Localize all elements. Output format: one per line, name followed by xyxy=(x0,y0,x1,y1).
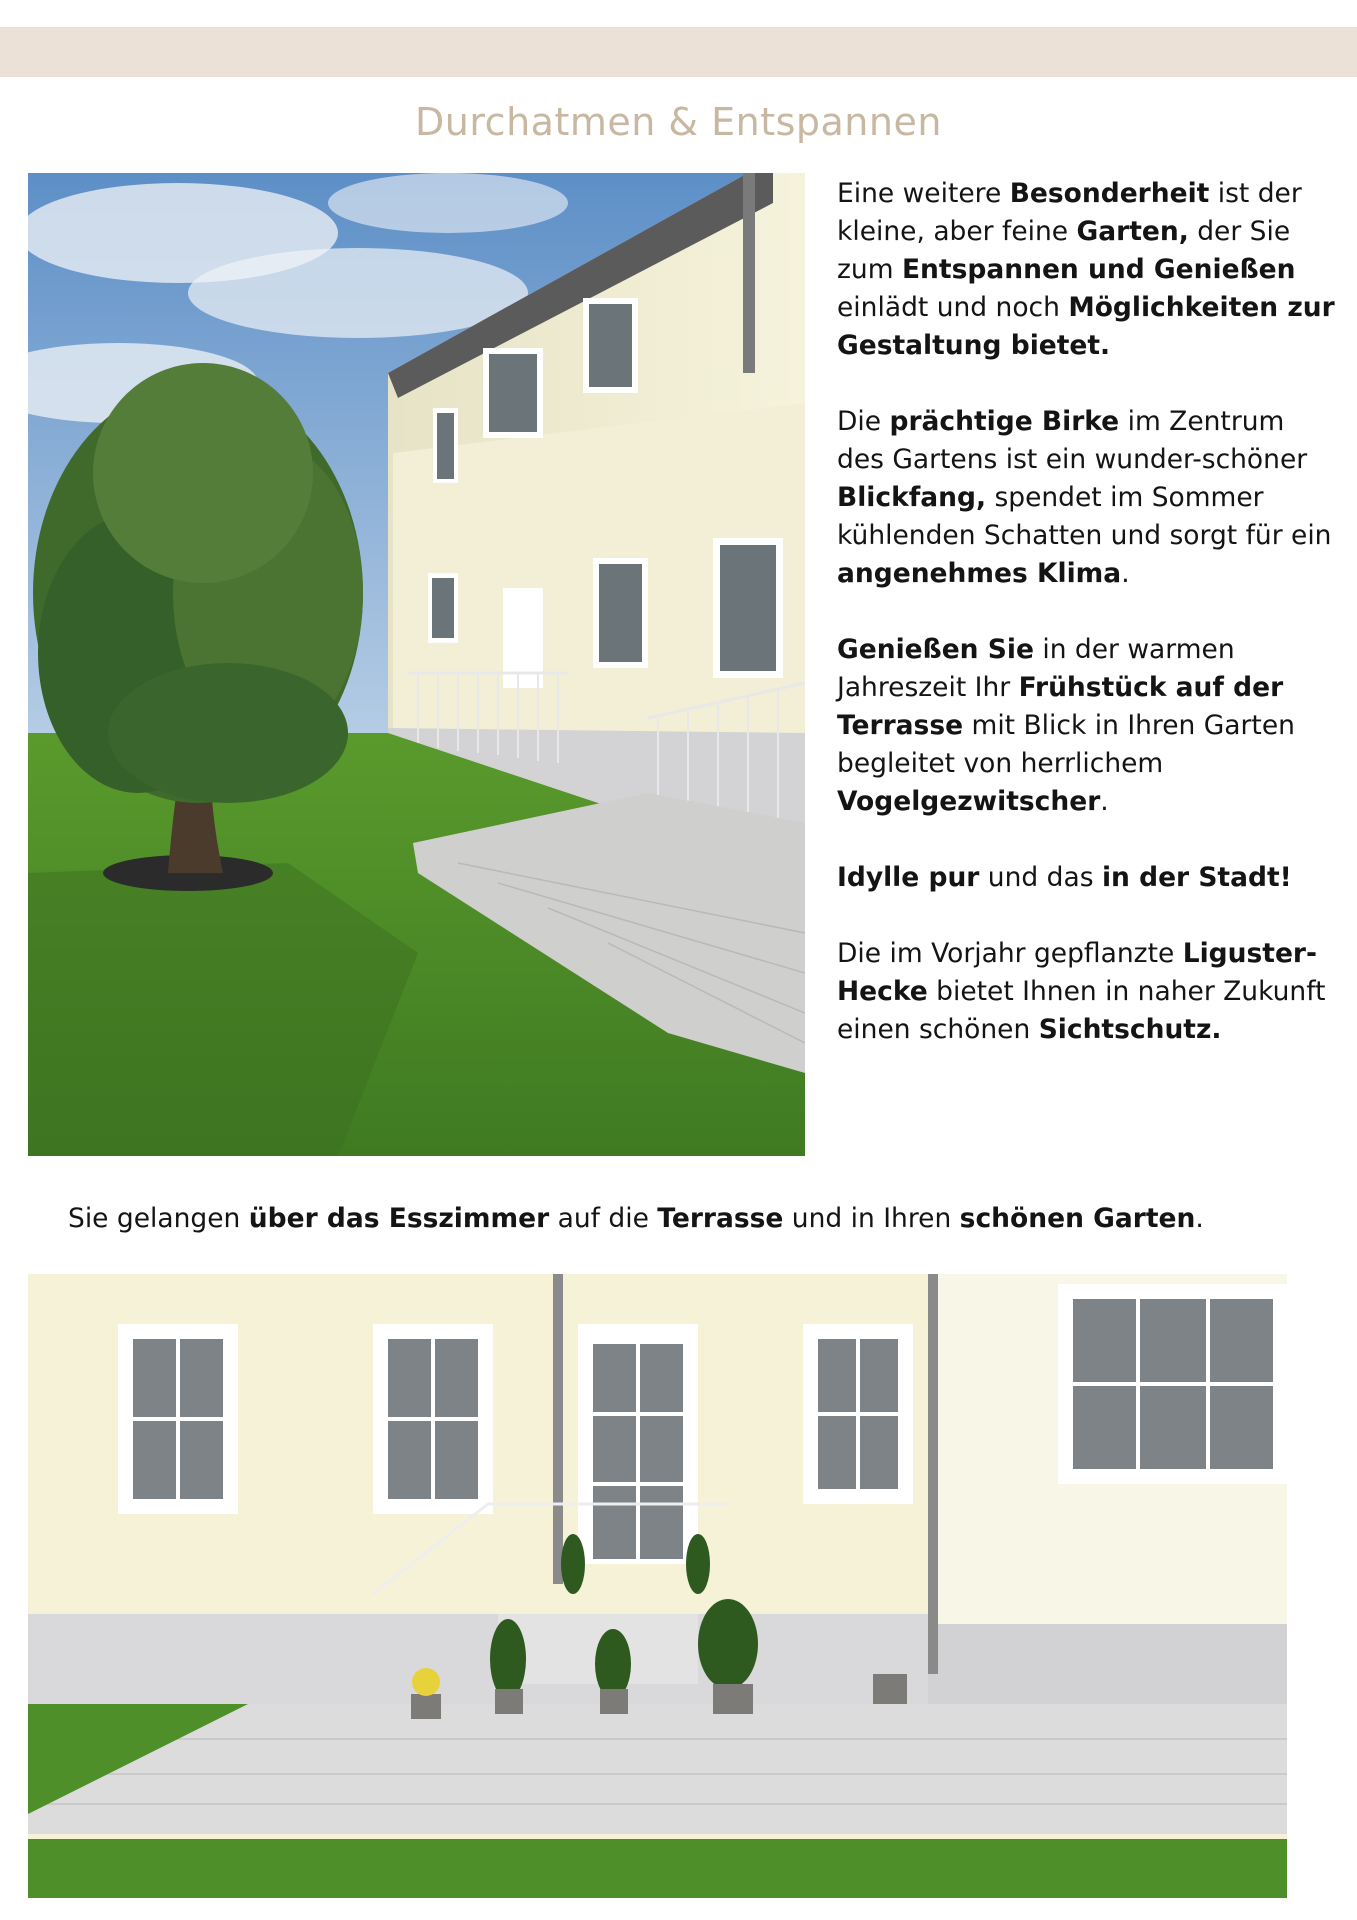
garden-birch-photo xyxy=(28,173,805,1156)
text-run: und das xyxy=(979,862,1102,893)
paragraph-garden xyxy=(837,175,1337,365)
bold-text-run: Terrasse xyxy=(657,1203,784,1234)
bold-text-run: Idylle pur xyxy=(837,862,980,893)
bold-text-run: Besonderheit xyxy=(1009,178,1210,209)
text-run: einlädt und noch xyxy=(837,292,1069,323)
text-run: der Sie zum xyxy=(837,216,1291,285)
text-run: im Zentrum des Gartens ist ein wunder-schöner xyxy=(837,406,1308,475)
bold-text-run: angenehmes Klima xyxy=(837,558,1122,589)
bold-text-run: Garten, xyxy=(1076,216,1189,247)
text-run: Die xyxy=(837,406,890,437)
text-run: . xyxy=(1100,786,1109,817)
text-run: Eine weitere xyxy=(837,178,1010,209)
bold-text-run: Genießen Sie xyxy=(837,634,1034,665)
bold-text-run: über das Esszimmer xyxy=(248,1203,550,1234)
bold-text-run: Entspannen und Genießen xyxy=(901,254,1296,285)
bold-text-run: Sichtschutz. xyxy=(1038,1014,1222,1045)
text-run: in der warmen Jahreszeit Ihr xyxy=(837,634,1235,703)
text-run: spendet im Sommer kühlenden Schatten und sorgt für ein xyxy=(837,482,1332,551)
bold-text-run: Vogelgezwitscher xyxy=(837,786,1101,817)
paragraph-birch xyxy=(837,403,1337,593)
top-accent-band xyxy=(0,27,1357,77)
bold-text-run: Liguster-Hecke xyxy=(837,938,1317,1007)
bold-text-run: Möglichkeiten zur Gestaltung bietet. xyxy=(837,292,1335,361)
bold-text-run: Frühstück auf der Terrasse xyxy=(837,672,1284,741)
bold-text-run: schönen Garten xyxy=(959,1203,1196,1234)
paragraph-idyll xyxy=(837,859,1337,897)
text-run: mit Blick in Ihren Garten begleitet von herrlichem xyxy=(837,710,1295,779)
page-title: Durchatmen & Entspannen xyxy=(415,100,942,144)
text-run: ist der kleine, aber feine xyxy=(837,178,1302,247)
text-run: auf die xyxy=(549,1203,658,1234)
text-run: Sie gelangen xyxy=(68,1203,249,1234)
text-run: und in Ihren xyxy=(783,1203,960,1234)
bold-text-run: in der Stadt! xyxy=(1101,862,1292,893)
bold-text-run: Blickfang, xyxy=(837,482,987,513)
paragraph-breakfast xyxy=(837,631,1337,821)
description-text-column xyxy=(837,175,1337,1087)
bold-text-run: prächtige Birke xyxy=(889,406,1120,437)
paragraph-hedge xyxy=(837,935,1337,1049)
text-run: . xyxy=(1195,1203,1204,1234)
text-run: . xyxy=(1121,558,1130,589)
terrace-photo xyxy=(28,1274,1287,1898)
text-run: Die im Vorjahr gepflanzte xyxy=(837,938,1183,969)
text-run: bietet Ihnen in naher Zukunft einen schönen xyxy=(837,976,1326,1045)
terrace-caption xyxy=(68,1200,1318,1238)
